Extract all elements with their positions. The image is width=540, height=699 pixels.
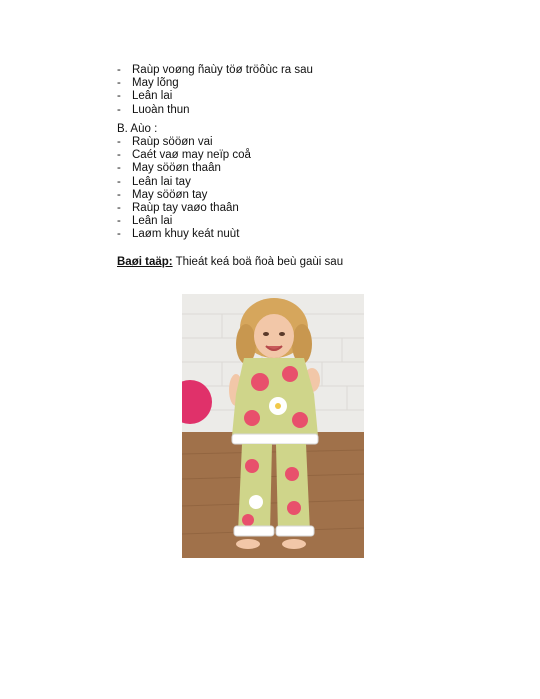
bullet-dash: - (117, 136, 121, 148)
bullet-dash: - (117, 162, 121, 175)
list-item-text: Leân lai (132, 90, 173, 103)
list-item (117, 90, 313, 103)
bullet-dash: - (117, 90, 121, 103)
girl-outfit-photo (182, 294, 364, 558)
bullet-dash: - (117, 188, 121, 201)
bullet-dash: - (117, 202, 121, 215)
list-item-text: Caét vaø may neïp coå (132, 149, 251, 162)
list-item (117, 104, 313, 117)
pants-steps-list (117, 64, 313, 117)
list-item-text: May sööøn tay (132, 188, 208, 201)
list-item (117, 149, 251, 162)
bullet-dash: - (117, 103, 121, 116)
exercise-line (117, 256, 343, 269)
list-item (117, 202, 251, 215)
list-item (117, 64, 313, 77)
list-item-text: Luoàn thun (132, 103, 190, 116)
list-item (117, 215, 251, 228)
list-item-text: Raùp voøng ñaùy töø tröôùc ra sau (132, 64, 313, 76)
list-item (117, 189, 251, 202)
list-item-text: Raùp sööøn vai (132, 136, 213, 148)
list-item-text: May sööøn thaân (132, 162, 221, 175)
list-item-text: Laøm khuy keát nuùt (132, 228, 240, 241)
bullet-dash: - (117, 64, 121, 76)
bullet-dash: - (117, 215, 121, 228)
list-item (117, 136, 251, 149)
bullet-dash: - (117, 228, 121, 241)
list-item-text: Leân lai (132, 215, 173, 228)
list-item (117, 77, 313, 90)
list-item-text: Raùp tay vaøo thaân (132, 202, 239, 215)
list-item (117, 162, 251, 175)
shirt-steps-list (117, 136, 251, 242)
list-item (117, 228, 251, 241)
list-item-text: Leân lai tay (132, 175, 191, 188)
section-b-heading: B. Aùo : (117, 123, 158, 135)
list-item (117, 176, 251, 189)
exercise-label: Baøi taäp: (117, 256, 173, 268)
bullet-dash: - (117, 149, 121, 162)
list-item-text: May lõng (132, 77, 179, 90)
exercise-text: Thieát keá boä ñoà beù gaùi sau (172, 256, 344, 268)
bullet-dash: - (117, 175, 121, 188)
bullet-dash: - (117, 77, 121, 90)
